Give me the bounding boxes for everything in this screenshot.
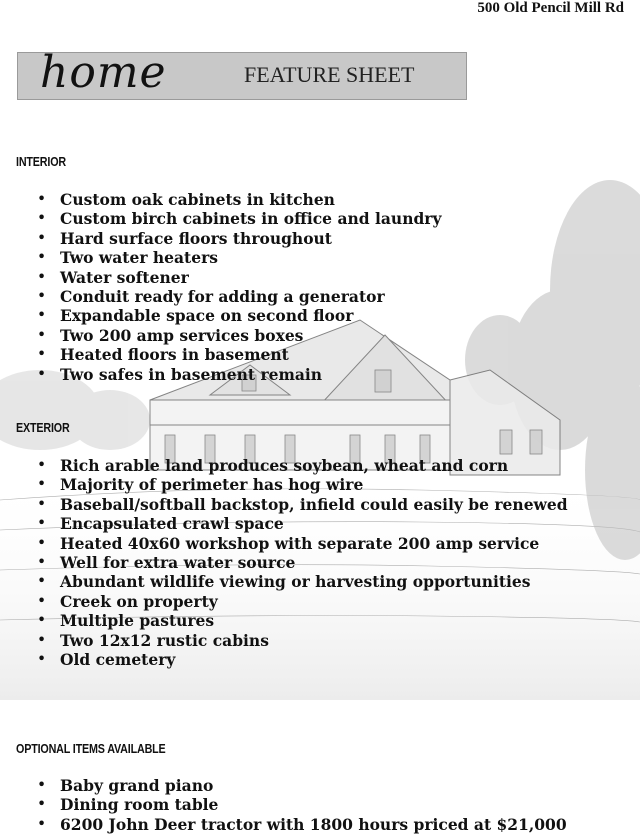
list-item: • Conduit ready for adding a generator — [34, 287, 441, 306]
list-item: • Water softener — [34, 268, 441, 287]
list-item: • Creek on property — [34, 592, 568, 611]
list-item: • Heated 40x60 workshop with separate 200 amp service — [34, 534, 568, 553]
list-item: • Hard surface floors throughout — [34, 229, 441, 248]
list-item: • Custom birch cabinets in office and laundry — [34, 209, 441, 228]
interior-feature-list — [34, 190, 441, 384]
exterior-feature-list — [34, 456, 568, 669]
list-item: • Old cemetery — [34, 650, 568, 669]
interior-heading: INTERIOR — [16, 155, 66, 169]
list-item: • Expandable space on second floor — [34, 306, 441, 325]
list-item: • Two safes in basement remain — [34, 365, 441, 384]
list-item: • Dining room table — [34, 795, 567, 814]
list-item: • Heated floors in basement — [34, 345, 441, 364]
feature-sheet-banner — [17, 47, 467, 100]
sheet-title: FEATURE SHEET — [244, 62, 415, 87]
list-item: • Multiple pastures — [34, 611, 568, 630]
list-item: • Two water heaters — [34, 248, 441, 267]
list-item: • Well for extra water source — [34, 553, 568, 572]
list-item: • Custom oak cabinets in kitchen — [34, 190, 441, 209]
optional-items-heading: OPTIONAL ITEMS AVAILABLE — [16, 742, 166, 756]
list-item: • Two 12x12 rustic cabins — [34, 631, 568, 650]
list-item: • Baseball/softball backstop, infield could easily be renewed — [34, 495, 568, 514]
property-address: 500 Old Pencil Mill Rd — [477, 0, 624, 16]
list-item: • Encapsulated crawl space — [34, 514, 568, 533]
exterior-heading: EXTERIOR — [16, 421, 70, 435]
list-item: • Baby grand piano — [34, 776, 567, 795]
list-item: • 6200 John Deer tractor with 1800 hours priced at $21,000 — [34, 815, 567, 834]
list-item: • Two 200 amp services boxes — [34, 326, 441, 345]
optional-items-list — [34, 776, 567, 834]
list-item: • Rich arable land produces soybean, wheat and corn — [34, 456, 568, 475]
list-item: • Majority of perimeter has hog wire — [34, 475, 568, 494]
home-logo: home — [40, 47, 167, 98]
list-item: • Abundant wildlife viewing or harvesting opportunities — [34, 572, 568, 591]
